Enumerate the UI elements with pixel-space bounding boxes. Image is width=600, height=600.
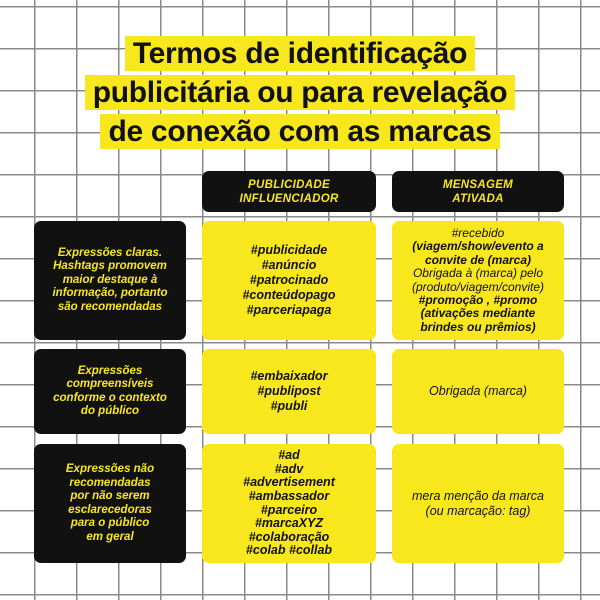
header-text: MENSAGEM	[442, 178, 514, 191]
message-line: (viagem/show/evento a	[412, 239, 544, 254]
message-line: mera menção da marca	[411, 488, 544, 503]
row-label-contextual	[34, 349, 186, 434]
hashtag: #adv	[274, 461, 304, 476]
message-line: #promoção , #promo	[418, 292, 538, 307]
label-text: Expressões	[77, 364, 143, 377]
cell-mensagem-contextual	[392, 349, 564, 434]
label-text: maior destaque à	[62, 273, 158, 286]
column-header-mensagem	[392, 171, 564, 212]
cell-publicidade-not-recommended	[202, 444, 376, 563]
hashtag: #ambassador	[248, 488, 330, 503]
label-text: Expressões claras.	[57, 246, 163, 259]
hashtag: #embaixador	[250, 369, 328, 383]
message-line: convite de (marca)	[424, 252, 532, 267]
label-text: compreensíveis	[66, 378, 154, 390]
hashtag: #parceriapaga	[246, 303, 332, 317]
hashtag: #marcaXYZ	[254, 516, 324, 531]
column-header-publicidade	[202, 171, 376, 212]
label-text: informação, portanto	[52, 287, 168, 300]
title-line: Termos de identificação	[125, 36, 475, 71]
title-line: publicitária ou para revelação	[85, 75, 516, 110]
hashtag: #anúncio	[261, 258, 317, 272]
hashtag: #conteúdopago	[242, 288, 336, 302]
label-text: do público	[80, 405, 140, 417]
cell-mensagem-recommended	[392, 221, 564, 340]
message-line: (ativações mediante	[420, 306, 536, 321]
hashtag: #publipost	[257, 384, 321, 398]
label-text: recomendadas	[69, 476, 151, 489]
hashtag: #publi	[270, 399, 308, 413]
header-text: INFLUENCIADOR	[239, 192, 339, 205]
hashtag: #colaboração	[248, 529, 330, 544]
hashtag: #advertisement	[243, 475, 335, 490]
title-line: de conexão com as marcas	[100, 114, 499, 149]
hashtag: #parceiro	[260, 502, 318, 517]
message-line: #recebido	[451, 225, 505, 240]
label-text: esclarecedoras	[68, 503, 152, 516]
label-text: Expressões não	[65, 463, 155, 475]
label-text: conforme o contexto	[53, 391, 167, 404]
cell-publicidade-recommended	[202, 221, 376, 340]
header-text: ATIVADA	[452, 192, 504, 205]
message-line: (ou marcação: tag)	[425, 503, 531, 518]
message-line: brindes ou prêmios)	[420, 319, 536, 334]
hashtag: #ad	[278, 448, 300, 463]
hashtag: #colab #collab	[245, 543, 333, 558]
message-line: Obrigada à (marca) pelo	[412, 266, 544, 281]
row-label-not-recommended	[34, 444, 186, 563]
label-text: são recomendadas	[57, 300, 163, 313]
label-text: em geral	[86, 530, 134, 543]
hashtag: #publicidade	[250, 243, 328, 257]
page-title	[0, 36, 600, 153]
label-text: para o público	[70, 517, 150, 529]
message-line: Obrigada (marca)	[429, 384, 527, 398]
label-text: Hashtags promovem	[53, 260, 167, 273]
message-line: (produto/viagem/convite)	[411, 279, 545, 294]
cell-publicidade-contextual	[202, 349, 376, 434]
hashtag: #patrocinado	[249, 273, 329, 287]
cell-mensagem-not-recommended	[392, 444, 564, 563]
label-text: por não serem	[70, 490, 150, 502]
header-text: PUBLICIDADE	[248, 178, 330, 191]
row-label-recommended	[34, 221, 186, 340]
